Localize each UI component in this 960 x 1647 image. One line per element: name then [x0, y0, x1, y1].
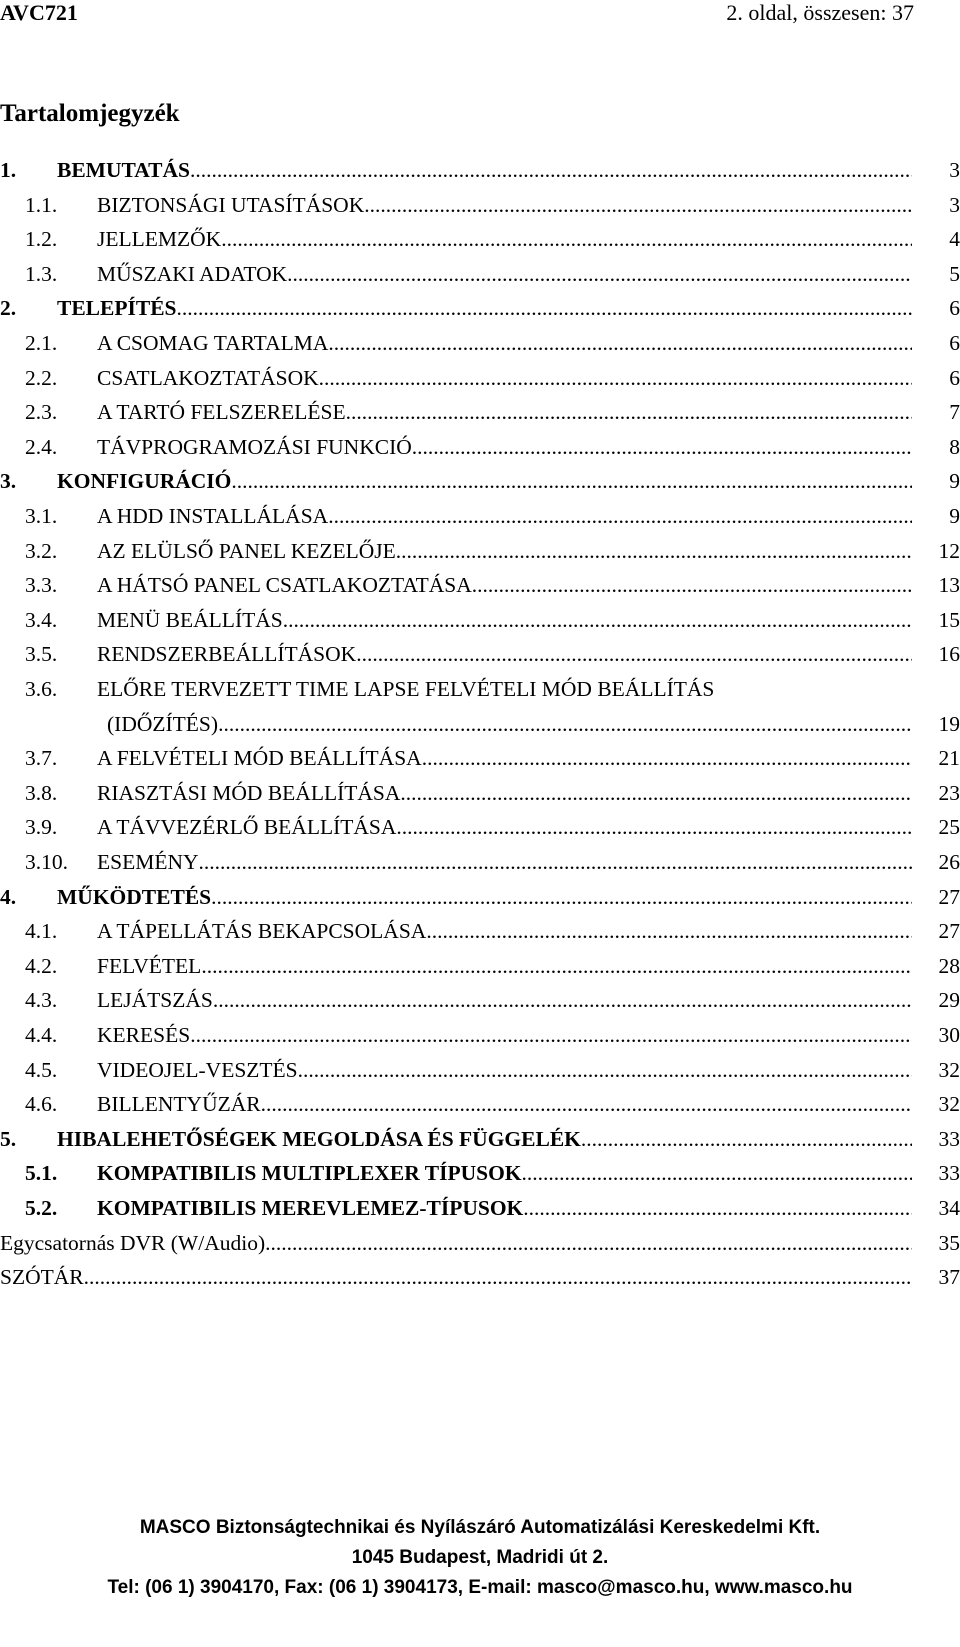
toc-leader-dots — [523, 1192, 912, 1224]
toc-entry[interactable] — [0, 535, 960, 567]
toc-entry-continuation[interactable] — [0, 708, 960, 740]
toc-entry-page: 34 — [938, 1196, 960, 1220]
toc-entry[interactable] — [0, 465, 960, 497]
toc-entry-number: 5.2. — [25, 1196, 58, 1220]
toc-leader-dots — [298, 1054, 912, 1086]
toc-leader-dots — [319, 362, 912, 394]
toc-title: Tartalomjegyzék — [0, 100, 180, 127]
toc-entry-number: 4.3. — [25, 988, 58, 1013]
toc-entry[interactable] — [0, 846, 960, 878]
toc-entry-page: 4 — [949, 227, 960, 252]
toc-entry-label: ESEMÉNY — [97, 850, 199, 874]
toc-entry[interactable] — [0, 1192, 960, 1224]
toc-leader-dots — [396, 811, 912, 843]
toc-entry-number: 4. — [0, 884, 17, 909]
toc-entry-page: 35 — [938, 1230, 960, 1255]
page-counter: 2. oldal, összesen: 37 — [726, 0, 914, 25]
toc-leader-dots — [211, 881, 912, 913]
toc-entry-number: 3.8. — [25, 780, 58, 805]
toc-entry[interactable] — [0, 223, 960, 255]
toc-leader-dots — [287, 258, 912, 290]
toc-entry-label: KOMPATIBILIS MEREVLEMEZ-TÍPUSOK — [97, 1196, 524, 1220]
toc-leader-dots — [190, 154, 912, 186]
toc-leader-dots — [265, 1227, 912, 1259]
toc-entry-page: 7 — [949, 400, 960, 425]
toc-entry-page: 26 — [938, 850, 960, 874]
toc-entry-label: RIASZTÁSI MÓD BEÁLLÍTÁSA — [97, 780, 401, 805]
toc-entry-page: 8 — [949, 434, 960, 459]
toc-leader-dots — [356, 638, 912, 670]
toc-entry[interactable] — [0, 777, 960, 809]
toc-entry[interactable] — [0, 881, 960, 913]
toc-entry-number: 3.7. — [25, 746, 58, 771]
toc-entry[interactable] — [0, 604, 960, 636]
toc-leader-dots — [218, 708, 912, 740]
toc-entry-page: 16 — [938, 642, 960, 667]
toc-entry-page: 37 — [938, 1265, 960, 1290]
toc-entry-number: 1.3. — [25, 261, 58, 286]
toc-entry-label: AZ ELÜLSŐ PANEL KEZELŐJE — [97, 538, 396, 563]
page-footer — [0, 1517, 960, 1647]
toc-entry-number: 2.2. — [25, 365, 58, 390]
toc-entry[interactable] — [0, 1123, 960, 1155]
toc-leader-dots — [199, 846, 912, 878]
toc-entry-number: 3.6. — [25, 677, 58, 701]
toc-entry-label: ELŐRE TERVEZETT TIME LAPSE FELVÉTELI MÓD BEÁLLÍTÁS — [97, 677, 715, 701]
document-code: AVC721 — [0, 0, 78, 25]
toc-entry-number: 4.5. — [25, 1057, 58, 1082]
toc-entry-number: 5.1. — [25, 1161, 58, 1186]
toc-entry-page: 32 — [938, 1057, 960, 1082]
toc-entry[interactable] — [0, 1261, 960, 1293]
toc-entry-label: A TARTÓ FELSZERELÉSE — [97, 400, 346, 425]
toc-entry-page: 6 — [949, 331, 960, 355]
toc-entry-number: 4.4. — [25, 1023, 58, 1047]
toc-leader-dots — [213, 984, 912, 1016]
toc-entry-page: 21 — [938, 746, 960, 771]
toc-entry-page: 27 — [938, 884, 960, 909]
toc-entry-number: 3.10. — [25, 850, 68, 874]
toc-entry-label: A HÁTSÓ PANEL CSATLAKOZTATÁSA — [97, 573, 472, 598]
toc-entry-label: BIZTONSÁGI UTASÍTÁSOK — [97, 192, 365, 217]
toc-entry[interactable] — [0, 742, 960, 774]
toc-entry[interactable] — [0, 1227, 960, 1259]
toc-entry[interactable] — [0, 362, 960, 394]
toc-entry[interactable] — [0, 1157, 960, 1189]
toc-entry-label: RENDSZERBEÁLLÍTÁSOK — [97, 642, 357, 667]
toc-leader-dots — [472, 569, 912, 601]
toc-entry-label: SZÓTÁR — [0, 1265, 84, 1290]
toc-entry-label: FELVÉTEL — [97, 953, 202, 978]
toc-entry[interactable] — [0, 811, 960, 843]
toc-entry-label: MŰSZAKI ADATOK — [97, 261, 288, 286]
toc-leader-dots — [328, 327, 912, 359]
toc-entry[interactable] — [0, 950, 960, 982]
toc-entry-page: 3 — [949, 158, 960, 182]
toc-entry[interactable] — [0, 569, 960, 601]
toc-entry-number: 1.2. — [25, 227, 58, 252]
toc-entry-number: 1. — [0, 158, 17, 182]
toc-leader-dots — [422, 742, 912, 774]
toc-entry-label: LEJÁTSZÁS — [97, 988, 213, 1013]
toc-entry-label: A TÁVVEZÉRLŐ BEÁLLÍTÁSA — [97, 815, 397, 840]
toc-entry[interactable] — [0, 292, 960, 324]
toc-entry-number: 3.3. — [25, 573, 58, 598]
toc-leader-dots — [426, 915, 912, 947]
toc-leader-dots — [190, 1019, 912, 1051]
page-header — [0, 0, 960, 30]
toc-entry[interactable] — [0, 984, 960, 1016]
toc-leader-dots — [84, 1261, 912, 1293]
toc-entry-page: 33 — [938, 1126, 960, 1151]
toc-entry[interactable] — [0, 154, 960, 186]
toc-entry-number: 4.2. — [25, 953, 58, 978]
toc-entry-number: 2.1. — [25, 331, 58, 355]
toc-entry-number: 2.4. — [25, 434, 58, 459]
toc-entry-page: 3 — [949, 192, 960, 217]
toc-entry-page: 33 — [938, 1161, 960, 1186]
toc-entry-number: 4.1. — [25, 919, 58, 944]
toc-entry-page: 15 — [938, 607, 960, 632]
toc-entry-label: KOMPATIBILIS MULTIPLEXER TÍPUSOK — [97, 1161, 522, 1186]
toc-entry-label: A HDD INSTALLÁLÁSA — [97, 504, 329, 528]
toc-leader-dots — [581, 1123, 912, 1155]
toc-entry-label: JELLEMZŐK — [97, 227, 222, 252]
toc-entry-label: BILLENTYŰZÁR — [97, 1092, 261, 1117]
toc-entry-number: 3.1. — [25, 504, 58, 528]
toc-entry[interactable] — [0, 1019, 960, 1051]
toc-entry-page: 23 — [938, 780, 960, 805]
toc-entry-page: 9 — [949, 504, 960, 528]
toc-entry-page: 6 — [949, 365, 960, 390]
toc-entry-page: 29 — [938, 988, 960, 1013]
toc-leader-dots — [261, 1088, 912, 1120]
toc-entry[interactable] — [0, 915, 960, 947]
toc-entry-label: KONFIGURÁCIÓ — [57, 469, 232, 494]
toc-entry-label: MENÜ BEÁLLÍTÁS — [97, 607, 283, 632]
toc-entry-number: 2. — [0, 296, 17, 321]
toc-entry-label: TELEPÍTÉS — [57, 296, 177, 321]
toc-entry[interactable] — [0, 189, 960, 221]
toc-entry-page: 13 — [938, 573, 960, 598]
toc-entry-page: 30 — [938, 1023, 960, 1047]
toc-entry-page: 27 — [938, 919, 960, 944]
toc-entry-number: 1.1. — [25, 192, 58, 217]
toc-entry-number: 2.3. — [25, 400, 58, 425]
toc-leader-dots — [201, 950, 912, 982]
toc-entry-label: A TÁPELLÁTÁS BEKAPCSOLÁSA — [97, 919, 427, 944]
toc-entry-page: 19 — [938, 711, 960, 736]
toc-leader-dots — [522, 1157, 912, 1189]
toc-entry[interactable] — [0, 500, 960, 532]
toc-entry[interactable] — [0, 258, 960, 290]
toc-entry-number: 3.5. — [25, 642, 58, 667]
toc-entry-number: 3.4. — [25, 607, 58, 632]
toc-leader-dots — [396, 535, 912, 567]
toc-entry-number: 3.2. — [25, 538, 58, 563]
toc-entry-page: 28 — [938, 953, 960, 978]
toc-entry-page: 32 — [938, 1092, 960, 1117]
toc-entry[interactable] — [0, 431, 960, 463]
toc-entry[interactable] — [0, 396, 960, 428]
footer-contact: Tel: (06 1) 3904170, Fax: (06 1) 3904173, E-mail: masco@masco.hu, www.masco.hu — [107, 1577, 853, 1598]
toc-entry-label: BEMUTATÁS — [57, 158, 190, 182]
toc-entry-label: CSATLAKOZTATÁSOK — [97, 365, 319, 390]
toc-entry-page: 9 — [949, 469, 960, 494]
toc-entry-label: TÁVPROGRAMOZÁSI FUNKCIÓ — [97, 434, 412, 459]
toc-entry-label: A FELVÉTELI MÓD BEÁLLÍTÁSA — [97, 746, 422, 771]
toc-entry-number: 5. — [0, 1126, 17, 1151]
toc-entry-label: A CSOMAG TARTALMA — [97, 331, 329, 355]
toc-entry-label: HIBALEHETŐSÉGEK MEGOLDÁSA ÉS FÜGGELÉK — [57, 1126, 581, 1151]
toc-entry-number: 3. — [0, 469, 17, 494]
toc-entry[interactable] — [0, 638, 960, 670]
toc-leader-dots — [346, 396, 912, 428]
toc-entry-number: 4.6. — [25, 1092, 58, 1117]
footer-company: MASCO Biztonságtechnikai és Nyílászáró Automatizálási Kereskedelmi Kft. — [139, 1517, 821, 1538]
toc-entry-page: 25 — [938, 815, 960, 840]
toc-entry[interactable] — [0, 1054, 960, 1086]
toc-entry[interactable] — [0, 673, 960, 705]
toc-entry-label-line2: (IDŐZÍTÉS) — [107, 711, 219, 736]
toc-entry[interactable] — [0, 327, 960, 359]
toc-entry-label: MŰKÖDTETÉS — [57, 884, 212, 909]
footer-address: 1045 Budapest, Madridi út 2. — [351, 1547, 609, 1568]
toc-entry-label: Egycsatornás DVR (W/Audio) — [0, 1230, 266, 1255]
toc-leader-dots — [221, 223, 912, 255]
toc-leader-dots — [364, 189, 912, 221]
toc-entry[interactable] — [0, 1088, 960, 1120]
toc-entry-label: VIDEOJEL-VESZTÉS — [97, 1057, 298, 1082]
toc-entry-page: 6 — [949, 296, 960, 321]
toc-entry-page: 5 — [949, 261, 960, 286]
toc-leader-dots — [412, 431, 912, 463]
toc-entry-page: 12 — [938, 538, 960, 563]
toc-leader-dots — [177, 292, 913, 324]
toc-leader-dots — [400, 777, 912, 809]
toc-entry-label: KERESÉS — [97, 1023, 191, 1047]
toc-entry-number: 3.9. — [25, 815, 58, 840]
toc-leader-dots — [283, 604, 912, 636]
toc-leader-dots — [328, 500, 912, 532]
toc-leader-dots — [231, 465, 912, 497]
